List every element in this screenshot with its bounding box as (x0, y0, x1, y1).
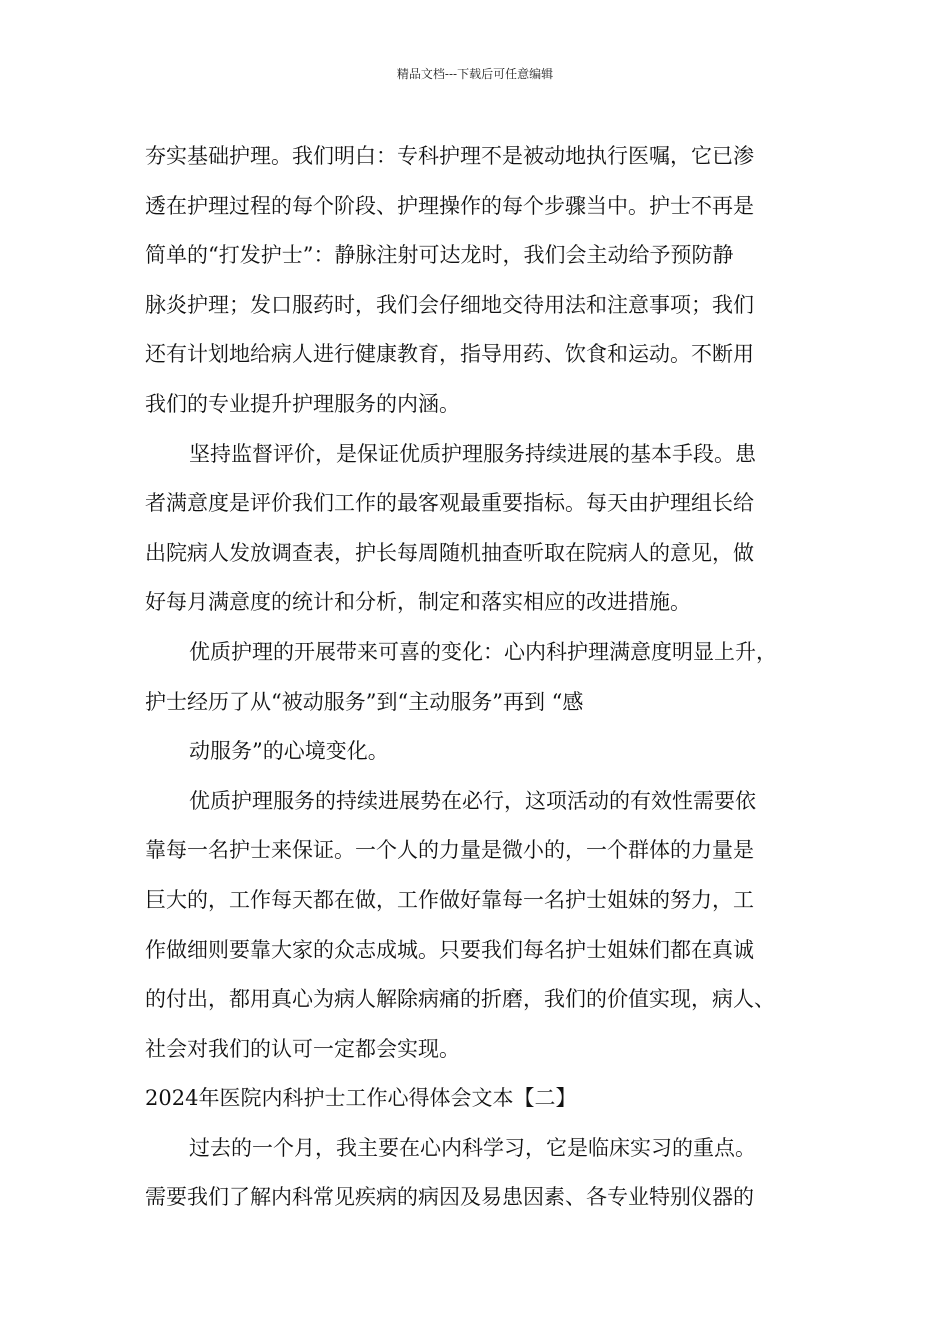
text-line: 者满意度是评价我们工作的最客观最重要指标。每天由护理组长给 (145, 491, 754, 516)
text-line: 坚持监督评价，是保证优质护理服务持续进展的基本手段。患 (189, 441, 756, 466)
document-body (145, 132, 835, 1223)
text-line: 靠每一名护士来保证。一个人的力量是微小的，一个群体的力量是 (145, 838, 754, 863)
text-line: 透在护理过程的每个阶段、护理操作的每个步骤当中。护士不再是 (145, 193, 754, 218)
text-line: 优质护理的开展带来可喜的变化：心内科护理满意度明显上升， (189, 639, 777, 664)
text-line: 优质护理服务的持续进展势在必行，这项活动的有效性需要依 (189, 788, 756, 813)
text-line: 需要我们了解内科常见疾病的病因及易患因素、各专业特别仪器的 (145, 1185, 754, 1210)
page-header: 精品文档---下载后可任意编辑 (396, 67, 554, 81)
text-line: 简单的“打发护士”：静脉注射可达龙时，我们会主动给予预防静 (145, 243, 734, 268)
text-line: 出院病人发放调查表，护长每周随机抽查听取在院病人的意见，做 (145, 540, 754, 565)
text-line: 的付出，都用真心为病人解除病痛的折磨，我们的价值实现，病人、 (145, 987, 775, 1012)
text-line: 社会对我们的认可一定都会实现。 (145, 1036, 460, 1061)
text-line: 夯实基础护理。我们明白：专科护理不是被动地执行医嘱，它已渗 (145, 144, 754, 168)
text-line: 作做细则要靠大家的众志成城。只要我们每名护士姐妹们都在真诚 (145, 937, 754, 962)
text-line: 我们的专业提升护理服务的内涵。 (145, 391, 460, 416)
text-line: 过去的一个月，我主要在心内科学习，它是临床实习的重点。 (189, 1135, 756, 1160)
text-line: 脉炎护理；发口服药时，我们会仔细地交待用法和注意事项；我们 (145, 292, 754, 317)
section-heading: 2024年医院内科护士工作心得体会文本【二】 (145, 1086, 577, 1111)
text-line: 动服务”的心境变化。 (189, 739, 389, 764)
text-line: 巨大的，工作每天都在做，工作做好靠每一名护士姐妹的努力，工 (145, 887, 754, 912)
text-line: 还有计划地给病人进行健康教育，指导用药、饮食和运动。不断用 (145, 342, 754, 367)
text-line: 好每月满意度的统计和分析，制定和落实相应的改进措施。 (145, 590, 691, 615)
text-line: 护士经历了从“被动服务”到“主动服务”再到 “感 (145, 689, 584, 714)
